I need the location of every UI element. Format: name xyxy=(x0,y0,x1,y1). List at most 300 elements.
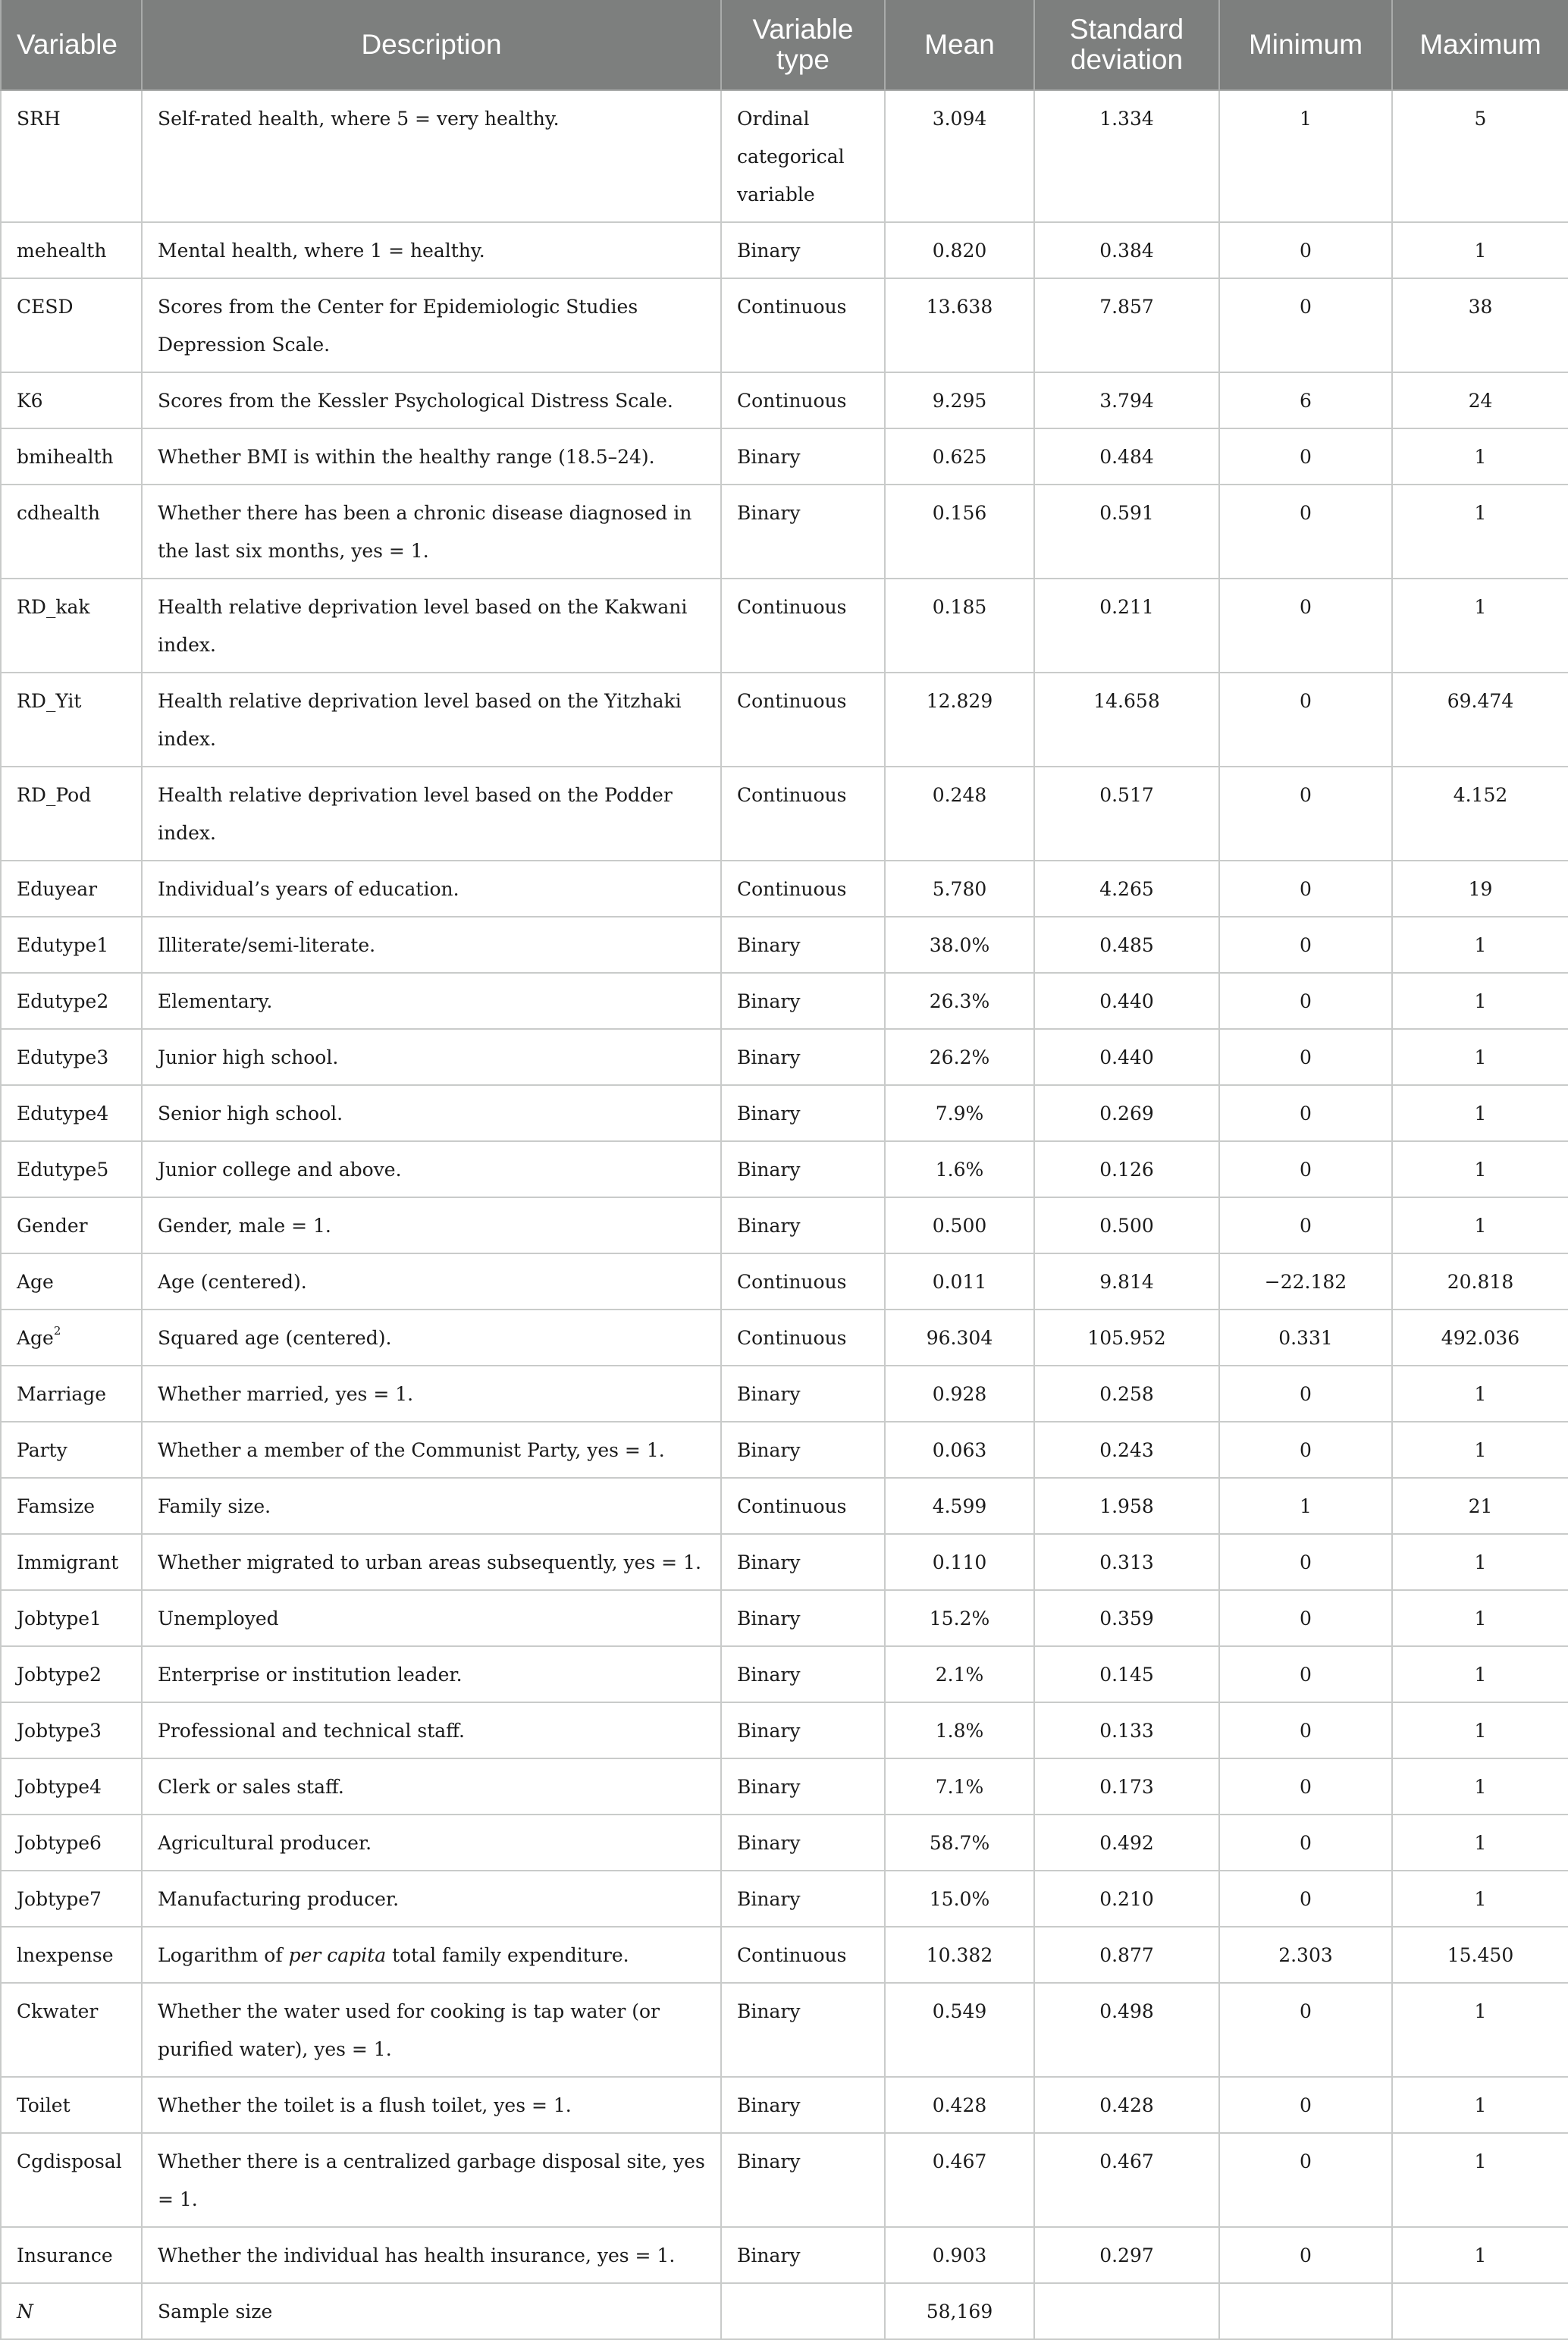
header-minimum: Minimum xyxy=(1219,0,1392,90)
cell-variable xyxy=(1,1197,142,1253)
cell-description: Sample size xyxy=(142,2283,721,2339)
cell-maximum: 1 xyxy=(1392,1197,1568,1253)
cell-description: Age (centered). xyxy=(142,1253,721,1310)
variable-name: Jobtype4 xyxy=(17,1776,102,1798)
variable-name: CESD xyxy=(17,296,74,318)
cell-maximum: 1 xyxy=(1392,2227,1568,2283)
cell-description: Health relative deprivation level based on the Yitzhaki index. xyxy=(142,673,721,767)
cell-minimum: 0 xyxy=(1219,1590,1392,1646)
cell-mean: 0.928 xyxy=(885,1366,1034,1422)
cell-variable xyxy=(1,1310,142,1366)
cell-variable xyxy=(1,1534,142,1590)
cell-minimum: 0 xyxy=(1219,973,1392,1029)
cell-variable-type: Continuous xyxy=(721,673,885,767)
cell-standard-deviation: 0.384 xyxy=(1034,222,1219,278)
cell-minimum: 0 xyxy=(1219,673,1392,767)
cell-variable xyxy=(1,2133,142,2227)
cell-description: Health relative deprivation level based on the Podder index. xyxy=(142,767,721,861)
cell-standard-deviation: 14.658 xyxy=(1034,673,1219,767)
cell-variable-type: Continuous xyxy=(721,1927,885,1983)
cell-mean: 0.500 xyxy=(885,1197,1034,1253)
cell-standard-deviation: 0.517 xyxy=(1034,767,1219,861)
cell-mean: 0.063 xyxy=(885,1422,1034,1478)
cell-description: Health relative deprivation level based on the Kakwani index. xyxy=(142,579,721,673)
cell-mean: 0.903 xyxy=(885,2227,1034,2283)
variable-name: K6 xyxy=(17,390,43,412)
cell-description: Whether BMI is within the healthy range (18.5–24). xyxy=(142,428,721,485)
cell-description: Gender, male = 1. xyxy=(142,1197,721,1253)
table-header xyxy=(1,0,1568,90)
cell-variable xyxy=(1,1085,142,1141)
cell-maximum: 1 xyxy=(1392,1366,1568,1422)
variable-name: Age xyxy=(17,1327,54,1349)
cell-mean: 0.549 xyxy=(885,1983,1034,2077)
cell-standard-deviation: 0.359 xyxy=(1034,1590,1219,1646)
cell-mean: 9.295 xyxy=(885,372,1034,428)
table-row xyxy=(1,1590,1568,1646)
cell-variable-type: Binary xyxy=(721,2077,885,2133)
table-row xyxy=(1,1478,1568,1534)
cell-standard-deviation: 0.591 xyxy=(1034,485,1219,579)
table-row xyxy=(1,2133,1568,2227)
cell-mean: 4.599 xyxy=(885,1478,1034,1534)
cell-minimum: 0 xyxy=(1219,1029,1392,1085)
cell-standard-deviation: 0.485 xyxy=(1034,917,1219,973)
cell-mean: 0.248 xyxy=(885,767,1034,861)
variable-name: Insurance xyxy=(17,2244,113,2266)
cell-standard-deviation: 0.145 xyxy=(1034,1646,1219,1702)
cell-minimum: 0 xyxy=(1219,1702,1392,1758)
cell-mean: 0.011 xyxy=(885,1253,1034,1310)
cell-minimum: −22.182 xyxy=(1219,1253,1392,1310)
cell-variable-type: Binary xyxy=(721,1983,885,2077)
cell-minimum: 0 xyxy=(1219,428,1392,485)
cell-maximum: 1 xyxy=(1392,2133,1568,2227)
cell-variable xyxy=(1,1758,142,1815)
table-row xyxy=(1,1197,1568,1253)
cell-maximum: 1 xyxy=(1392,485,1568,579)
cell-maximum: 20.818 xyxy=(1392,1253,1568,1310)
table-row xyxy=(1,1871,1568,1927)
cell-variable xyxy=(1,90,142,222)
cell-mean: 26.2% xyxy=(885,1029,1034,1085)
cell-description: Scores from the Kessler Psychological Distress Scale. xyxy=(142,372,721,428)
table-row xyxy=(1,1366,1568,1422)
table-row xyxy=(1,1253,1568,1310)
cell-standard-deviation: 0.500 xyxy=(1034,1197,1219,1253)
cell-variable-type: Binary xyxy=(721,1141,885,1197)
cell-description: Whether the toilet is a flush toilet, yes = 1. xyxy=(142,2077,721,2133)
cell-standard-deviation: 1.958 xyxy=(1034,1478,1219,1534)
cell-variable xyxy=(1,278,142,372)
cell-variable-type: Ordinal categorical variable xyxy=(721,90,885,222)
variable-name: Jobtype6 xyxy=(17,1832,102,1854)
cell-standard-deviation: 0.440 xyxy=(1034,973,1219,1029)
cell-standard-deviation: 0.243 xyxy=(1034,1422,1219,1478)
cell-maximum: 1 xyxy=(1392,1085,1568,1141)
cell-variable-type: Continuous xyxy=(721,1310,885,1366)
cell-description: Whether the individual has health insurance, yes = 1. xyxy=(142,2227,721,2283)
cell-minimum: 2.303 xyxy=(1219,1927,1392,1983)
cell-standard-deviation: 0.297 xyxy=(1034,2227,1219,2283)
cell-variable-type: Binary xyxy=(721,1534,885,1590)
table-row xyxy=(1,1927,1568,1983)
cell-description: Scores from the Center for Epidemiologic Studies Depression Scale. xyxy=(142,278,721,372)
cell-variable-type: Binary xyxy=(721,1085,885,1141)
variable-name: Eduyear xyxy=(17,878,98,900)
table-row xyxy=(1,428,1568,485)
cell-variable-type: Binary xyxy=(721,428,885,485)
variable-name: Toilet xyxy=(17,2094,71,2116)
variable-name: Edutype4 xyxy=(17,1103,109,1125)
cell-standard-deviation xyxy=(1034,2283,1219,2339)
cell-variable-type: Continuous xyxy=(721,1253,885,1310)
cell-maximum: 1 xyxy=(1392,1871,1568,1927)
cell-variable xyxy=(1,222,142,278)
variable-name: Jobtype1 xyxy=(17,1608,102,1630)
cell-mean: 58.7% xyxy=(885,1815,1034,1871)
cell-variable xyxy=(1,917,142,973)
cell-description: Squared age (centered). xyxy=(142,1310,721,1366)
cell-description: Whether there is a centralized garbage disposal site, yes = 1. xyxy=(142,2133,721,2227)
cell-standard-deviation: 4.265 xyxy=(1034,861,1219,917)
cell-minimum: 0 xyxy=(1219,485,1392,579)
header-sd-line2: deviation xyxy=(1070,44,1184,75)
cell-maximum: 1 xyxy=(1392,2077,1568,2133)
cell-mean: 0.820 xyxy=(885,222,1034,278)
variable-name: RD_kak xyxy=(17,596,90,618)
cell-variable xyxy=(1,579,142,673)
cell-variable xyxy=(1,485,142,579)
cell-variable-type: Binary xyxy=(721,2227,885,2283)
cell-variable xyxy=(1,1590,142,1646)
header-variable: Variable xyxy=(1,0,142,90)
cell-variable-type: Continuous xyxy=(721,278,885,372)
cell-maximum: 1 xyxy=(1392,1534,1568,1590)
cell-variable-type: Binary xyxy=(721,1366,885,1422)
cell-mean: 0.110 xyxy=(885,1534,1034,1590)
cell-description: Junior college and above. xyxy=(142,1141,721,1197)
variable-name: Edutype5 xyxy=(17,1159,109,1181)
table-row xyxy=(1,579,1568,673)
cell-maximum: 1 xyxy=(1392,1141,1568,1197)
table-body xyxy=(1,90,1568,2339)
cell-minimum: 0.331 xyxy=(1219,1310,1392,1366)
table-row xyxy=(1,1758,1568,1815)
cell-description: Unemployed xyxy=(142,1590,721,1646)
cell-maximum: 1 xyxy=(1392,1758,1568,1815)
cell-variable xyxy=(1,973,142,1029)
variable-name: N xyxy=(17,2301,33,2323)
cell-description: Manufacturing producer. xyxy=(142,1871,721,1927)
table-row xyxy=(1,1815,1568,1871)
variable-name: Edutype2 xyxy=(17,990,109,1012)
cell-variable-type: Binary xyxy=(721,1590,885,1646)
cell-maximum: 38 xyxy=(1392,278,1568,372)
variable-name: lnexpense xyxy=(17,1944,114,1966)
cell-description xyxy=(142,1927,721,1983)
table-row xyxy=(1,2227,1568,2283)
table-row xyxy=(1,2077,1568,2133)
cell-variable xyxy=(1,2283,142,2339)
table-row xyxy=(1,1422,1568,1478)
cell-standard-deviation: 0.877 xyxy=(1034,1927,1219,1983)
table-row xyxy=(1,1646,1568,1702)
cell-standard-deviation: 0.313 xyxy=(1034,1534,1219,1590)
cell-variable xyxy=(1,1478,142,1534)
variable-name: Edutype3 xyxy=(17,1046,109,1068)
variable-name: Jobtype2 xyxy=(17,1664,102,1686)
cell-variable-type xyxy=(721,2283,885,2339)
cell-minimum: 0 xyxy=(1219,1085,1392,1141)
variable-name: Cgdisposal xyxy=(17,2150,122,2172)
header-row xyxy=(1,0,1568,90)
header-variable-type-line1: Variable xyxy=(752,14,854,45)
cell-variable-type: Continuous xyxy=(721,579,885,673)
cell-minimum: 0 xyxy=(1219,1534,1392,1590)
cell-mean: 96.304 xyxy=(885,1310,1034,1366)
cell-mean: 0.467 xyxy=(885,2133,1034,2227)
header-maximum: Maximum xyxy=(1392,0,1568,90)
table-row xyxy=(1,1983,1568,2077)
table-row xyxy=(1,973,1568,1029)
cell-variable-type: Binary xyxy=(721,917,885,973)
variable-name: Immigrant xyxy=(17,1551,119,1573)
cell-maximum: 1 xyxy=(1392,1590,1568,1646)
description-part: per capita xyxy=(288,1944,387,1966)
cell-description: Senior high school. xyxy=(142,1085,721,1141)
cell-variable xyxy=(1,1253,142,1310)
cell-minimum: 0 xyxy=(1219,2077,1392,2133)
table-row xyxy=(1,673,1568,767)
cell-variable-type: Binary xyxy=(721,485,885,579)
cell-minimum: 0 xyxy=(1219,1366,1392,1422)
variable-name: SRH xyxy=(17,108,61,130)
cell-standard-deviation: 0.126 xyxy=(1034,1141,1219,1197)
cell-variable xyxy=(1,767,142,861)
table-row xyxy=(1,861,1568,917)
cell-variable-type: Continuous xyxy=(721,1478,885,1534)
variable-name: Famsize xyxy=(17,1495,96,1517)
cell-mean: 26.3% xyxy=(885,973,1034,1029)
cell-description: Whether the water used for cooking is tap water (or purified water), yes = 1. xyxy=(142,1983,721,2077)
cell-minimum xyxy=(1219,2283,1392,2339)
cell-maximum: 1 xyxy=(1392,1646,1568,1702)
cell-standard-deviation: 0.428 xyxy=(1034,2077,1219,2133)
cell-mean: 5.780 xyxy=(885,861,1034,917)
cell-variable xyxy=(1,1422,142,1478)
cell-description: Clerk or sales staff. xyxy=(142,1758,721,1815)
variable-name: cdhealth xyxy=(17,502,100,524)
table-row xyxy=(1,917,1568,973)
cell-variable xyxy=(1,2227,142,2283)
cell-description: Whether there has been a chronic disease diagnosed in the last six months, yes = 1. xyxy=(142,485,721,579)
cell-description: Illiterate/semi-literate. xyxy=(142,917,721,973)
variable-name: Jobtype7 xyxy=(17,1888,102,1910)
cell-variable xyxy=(1,1983,142,2077)
cell-description: Enterprise or institution leader. xyxy=(142,1646,721,1702)
cell-maximum: 1 xyxy=(1392,1422,1568,1478)
variable-name: Party xyxy=(17,1439,67,1461)
table-row xyxy=(1,90,1568,222)
cell-description: Mental health, where 1 = healthy. xyxy=(142,222,721,278)
cell-description: Whether migrated to urban areas subsequently, yes = 1. xyxy=(142,1534,721,1590)
cell-mean: 13.638 xyxy=(885,278,1034,372)
cell-variable-type: Binary xyxy=(721,1871,885,1927)
cell-maximum xyxy=(1392,2283,1568,2339)
cell-variable xyxy=(1,673,142,767)
table-row xyxy=(1,485,1568,579)
cell-variable-type: Binary xyxy=(721,222,885,278)
cell-variable xyxy=(1,1141,142,1197)
cell-minimum: 0 xyxy=(1219,222,1392,278)
cell-standard-deviation: 9.814 xyxy=(1034,1253,1219,1310)
cell-minimum: 1 xyxy=(1219,90,1392,222)
cell-minimum: 0 xyxy=(1219,1983,1392,2077)
cell-variable-type: Binary xyxy=(721,973,885,1029)
table-row xyxy=(1,1534,1568,1590)
cell-minimum: 0 xyxy=(1219,1815,1392,1871)
cell-maximum: 1 xyxy=(1392,222,1568,278)
cell-standard-deviation: 0.211 xyxy=(1034,579,1219,673)
cell-maximum: 1 xyxy=(1392,428,1568,485)
cell-minimum: 0 xyxy=(1219,861,1392,917)
cell-description: Professional and technical staff. xyxy=(142,1702,721,1758)
cell-minimum: 0 xyxy=(1219,2133,1392,2227)
cell-standard-deviation: 0.133 xyxy=(1034,1702,1219,1758)
cell-description: Whether a member of the Communist Party, yes = 1. xyxy=(142,1422,721,1478)
cell-variable xyxy=(1,2077,142,2133)
cell-maximum: 69.474 xyxy=(1392,673,1568,767)
cell-standard-deviation: 0.492 xyxy=(1034,1815,1219,1871)
cell-standard-deviation: 0.498 xyxy=(1034,1983,1219,2077)
cell-mean: 7.1% xyxy=(885,1758,1034,1815)
cell-mean: 7.9% xyxy=(885,1085,1034,1141)
cell-description: Individual’s years of education. xyxy=(142,861,721,917)
cell-variable xyxy=(1,428,142,485)
cell-maximum: 1 xyxy=(1392,579,1568,673)
cell-mean: 38.0% xyxy=(885,917,1034,973)
cell-mean: 1.6% xyxy=(885,1141,1034,1197)
cell-mean: 1.8% xyxy=(885,1702,1034,1758)
header-variable-type xyxy=(721,0,885,90)
cell-variable xyxy=(1,1815,142,1871)
cell-maximum: 5 xyxy=(1392,90,1568,222)
cell-standard-deviation: 0.484 xyxy=(1034,428,1219,485)
cell-minimum: 0 xyxy=(1219,278,1392,372)
header-description: Description xyxy=(142,0,721,90)
cell-minimum: 0 xyxy=(1219,1141,1392,1197)
variable-name: Jobtype3 xyxy=(17,1720,102,1742)
cell-description: Agricultural producer. xyxy=(142,1815,721,1871)
cell-description: Whether married, yes = 1. xyxy=(142,1366,721,1422)
table-row xyxy=(1,2283,1568,2339)
variable-superscript: 2 xyxy=(53,1323,61,1338)
cell-maximum: 1 xyxy=(1392,1815,1568,1871)
cell-variable-type: Continuous xyxy=(721,767,885,861)
cell-minimum: 0 xyxy=(1219,1871,1392,1927)
table-row xyxy=(1,1702,1568,1758)
table-row xyxy=(1,1310,1568,1366)
cell-mean: 12.829 xyxy=(885,673,1034,767)
cell-standard-deviation: 0.440 xyxy=(1034,1029,1219,1085)
cell-maximum: 15.450 xyxy=(1392,1927,1568,1983)
cell-maximum: 1 xyxy=(1392,917,1568,973)
cell-variable-type: Binary xyxy=(721,1702,885,1758)
table-row xyxy=(1,1029,1568,1085)
cell-variable xyxy=(1,372,142,428)
cell-variable xyxy=(1,1029,142,1085)
cell-variable xyxy=(1,861,142,917)
cell-maximum: 1 xyxy=(1392,1983,1568,2077)
cell-variable-type: Binary xyxy=(721,1758,885,1815)
variable-name: mehealth xyxy=(17,240,107,262)
cell-standard-deviation: 0.258 xyxy=(1034,1366,1219,1422)
cell-maximum: 1 xyxy=(1392,1029,1568,1085)
cell-description: Junior high school. xyxy=(142,1029,721,1085)
cell-mean: 58,169 xyxy=(885,2283,1034,2339)
cell-standard-deviation: 0.173 xyxy=(1034,1758,1219,1815)
cell-variable-type: Continuous xyxy=(721,372,885,428)
cell-maximum: 24 xyxy=(1392,372,1568,428)
cell-variable-type: Binary xyxy=(721,1422,885,1478)
table-row xyxy=(1,222,1568,278)
cell-standard-deviation: 7.857 xyxy=(1034,278,1219,372)
cell-mean: 0.428 xyxy=(885,2077,1034,2133)
cell-maximum: 1 xyxy=(1392,973,1568,1029)
header-sd-line1: Standard xyxy=(1069,14,1184,45)
table-row xyxy=(1,1085,1568,1141)
cell-maximum: 19 xyxy=(1392,861,1568,917)
cell-variable xyxy=(1,1702,142,1758)
cell-variable-type: Binary xyxy=(721,2133,885,2227)
cell-mean: 0.156 xyxy=(885,485,1034,579)
cell-mean: 10.382 xyxy=(885,1927,1034,1983)
table-row xyxy=(1,372,1568,428)
cell-description: Elementary. xyxy=(142,973,721,1029)
cell-variable-type: Continuous xyxy=(721,861,885,917)
cell-minimum: 0 xyxy=(1219,1197,1392,1253)
cell-variable-type: Binary xyxy=(721,1029,885,1085)
cell-maximum: 4.152 xyxy=(1392,767,1568,861)
cell-minimum: 0 xyxy=(1219,1758,1392,1815)
cell-variable xyxy=(1,1646,142,1702)
cell-standard-deviation: 0.210 xyxy=(1034,1871,1219,1927)
variable-name: bmihealth xyxy=(17,446,114,468)
cell-standard-deviation: 0.467 xyxy=(1034,2133,1219,2227)
header-mean: Mean xyxy=(885,0,1034,90)
cell-mean: 0.625 xyxy=(885,428,1034,485)
header-variable-type-line2: type xyxy=(776,44,829,75)
cell-minimum: 0 xyxy=(1219,917,1392,973)
cell-mean: 15.2% xyxy=(885,1590,1034,1646)
cell-description: Self-rated health, where 5 = very healthy. xyxy=(142,90,721,222)
variable-name: Marriage xyxy=(17,1383,107,1405)
variable-name: Edutype1 xyxy=(17,934,109,956)
cell-minimum: 0 xyxy=(1219,2227,1392,2283)
cell-variable-type: Binary xyxy=(721,1197,885,1253)
cell-description: Family size. xyxy=(142,1478,721,1534)
variable-name: Ckwater xyxy=(17,2000,99,2022)
cell-standard-deviation: 3.794 xyxy=(1034,372,1219,428)
cell-mean: 15.0% xyxy=(885,1871,1034,1927)
cell-maximum: 1 xyxy=(1392,1702,1568,1758)
cell-variable-type: Binary xyxy=(721,1646,885,1702)
cell-maximum: 492.036 xyxy=(1392,1310,1568,1366)
cell-standard-deviation: 1.334 xyxy=(1034,90,1219,222)
variable-name: RD_Pod xyxy=(17,784,92,806)
header-standard-deviation xyxy=(1034,0,1219,90)
